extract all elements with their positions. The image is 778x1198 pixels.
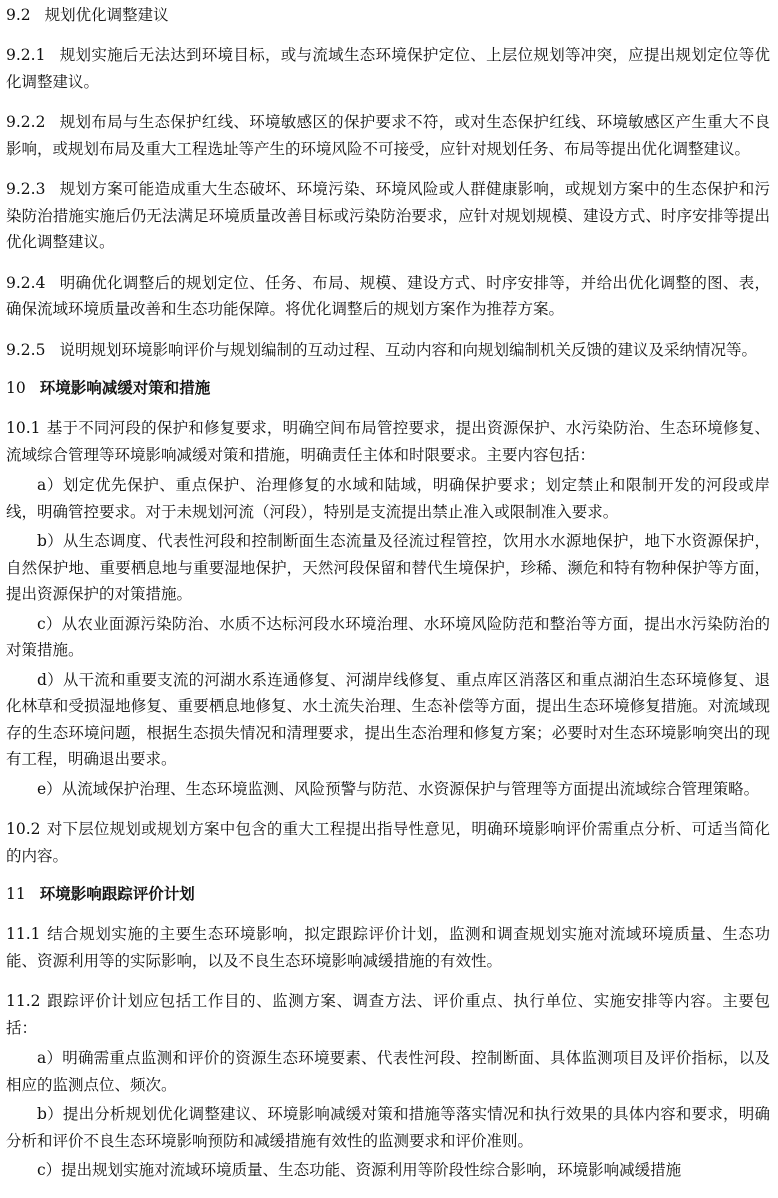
clause-text: 对下层位规划或规划方案中包含的重大工程提出指导性意见，明确环境影响评价需重点分析、可适当简化的内容。 — [6, 820, 770, 865]
clause-text: 明确优化调整后的规划定位、任务、布局、规模、建设方式、时序安排等，并给出优化调整的图、表，确保流域环境质量改善和生态功能保障。将优化调整后的规划方案作为推荐方案。 — [6, 273, 770, 318]
section-number: 9.2 — [6, 6, 31, 24]
clause-number: 9.2.5 — [6, 340, 46, 359]
clause-11-2 — [6, 988, 770, 1041]
clause-number: 9.2.2 — [6, 113, 46, 131]
clause-9-2-5 — [6, 337, 770, 364]
clause-10-2 — [6, 816, 770, 869]
list-item: b）从生态调度、代表性河段和控制断面生态流量及径流过程管控，饮用水水源地保护，地下水资源保护，自然保护地、重要栖息地与重要湿地保护，天然河段保留和替代生境保护，珍稀、濒危和特有物种保护等方面，提出资源保护的对策措施。 — [6, 532, 770, 603]
clause-10-1-list — [6, 472, 770, 802]
clause-text: 跟踪评价计划应包括工作目的、监测方案、调查方法、评价重点、执行单位、实施安排等内容。主要包括： — [6, 992, 770, 1037]
section-number: 10 — [6, 379, 26, 397]
section-title: 环境影响减缓对策和措施 — [39, 378, 211, 397]
section-title: 规划优化调整建议 — [44, 6, 169, 24]
list-item: c）从农业面源污染防治、水质不达标河段水环境治理、水环境风险防范和整治等方面，提出水污染防治的对策措施。 — [6, 614, 770, 659]
clause-number: 11.2 — [6, 992, 41, 1010]
clause-10-1 — [6, 415, 770, 468]
clause-11-2-list — [6, 1045, 770, 1184]
clause-number: 9.2.1 — [6, 46, 46, 64]
section-heading-11 — [6, 883, 770, 905]
clause-number: 10.2 — [6, 820, 41, 838]
list-item: b）提出分析规划优化调整建议、环境影响减缓对策和措施等落实情况和执行效果的具体内容和要求，明确分析和评价不良生态环境影响预防和减缓措施有效性的监测要求和评价准则。 — [6, 1105, 770, 1150]
clause-9-2-2 — [6, 109, 770, 162]
clause-11-1 — [6, 921, 770, 974]
clause-text: 规划实施后无法达到环境目标，或与流域生态环境保护定位、上层位规划等冲突，应提出规划定位等优化调整建议。 — [6, 46, 770, 91]
clause-number: 9.2.3 — [6, 180, 46, 198]
document-page — [6, 4, 770, 1198]
section-title: 环境影响跟踪评价计划 — [39, 884, 195, 903]
section-heading-9-2 — [6, 4, 770, 26]
clause-number: 10.1 — [6, 419, 41, 437]
clause-9-2-1 — [6, 42, 770, 95]
clause-9-2-3 — [6, 176, 770, 256]
clause-number: 9.2.4 — [6, 273, 46, 292]
clause-text: 基于不同河段的保护和修复要求，明确空间布局管控要求，提出资源保护、水污染防治、生态环境修复、流域综合管理等环境影响减缓对策和措施，明确责任主体和时限要求。主要内容包括： — [6, 419, 770, 464]
clause-text: 结合规划实施的主要生态环境影响，拟定跟踪评价计划，监测和调查规划实施对流域环境质量、生态功能、资源利用等的实际影响，以及不良生态环境影响减缓措施的有效性。 — [6, 925, 770, 970]
list-item: a）划定优先保护、重点保护、治理修复的水域和陆域，明确保护要求；划定禁止和限制开发的河段或岸线，明确管控要求。对于未规划河流（河段），特别是支流提出禁止准入或限制准入要求。 — [6, 476, 770, 521]
list-item: a）明确需重点监测和评价的资源生态环境要素、代表性河段、控制断面、具体监测项目及评价指标，以及相应的监测点位、频次。 — [6, 1049, 770, 1094]
clause-text: 规划方案可能造成重大生态破坏、环境污染、环境风险或人群健康影响，或规划方案中的生态保护和污染防治措施实施后仍无法满足环境质量改善目标或污染防治要求，应针对规划规模、建设方式、时序安排等提出优化调整建议。 — [6, 180, 770, 251]
clause-number: 11.1 — [6, 925, 41, 943]
list-item: e）从流域保护治理、生态环境监测、风险预警与防范、水资源保护与管理等方面提出流域综合管理策略。 — [37, 779, 760, 798]
clause-9-2-4 — [6, 270, 770, 323]
list-item: c）提出规划实施对流域环境质量、生态功能、资源利用等阶段性综合影响，环境影响减缓措施 — [37, 1161, 682, 1179]
section-heading-10 — [6, 377, 770, 399]
section-number: 11 — [6, 885, 26, 903]
list-item: d）从干流和重要支流的河湖水系连通修复、河湖岸线修复、重点库区消落区和重点湖泊生态环境修复、退化林草和受损湿地修复、重要栖息地修复、水土流失治理、生态补偿等方面，提出生态环境修复措施。对流域现存的生态环境问题，根据生态损失情况和清理要求，提出生态治理和修复方案；必要时对生态环境影响突出的现有工程，明确退出要求。 — [6, 670, 770, 768]
clause-text: 规划布局与生态保护红线、环境敏感区的保护要求不符，或对生态保护红线、环境敏感区产生重大不良影响，或规划布局及重大工程选址等产生的环境风险不可接受，应针对规划任务、布局等提出优化调整建议。 — [6, 113, 770, 158]
clause-text: 说明规划环境影响评价与规划编制的互动过程、互动内容和向规划编制机关反馈的建议及采纳情况等。 — [59, 340, 757, 359]
